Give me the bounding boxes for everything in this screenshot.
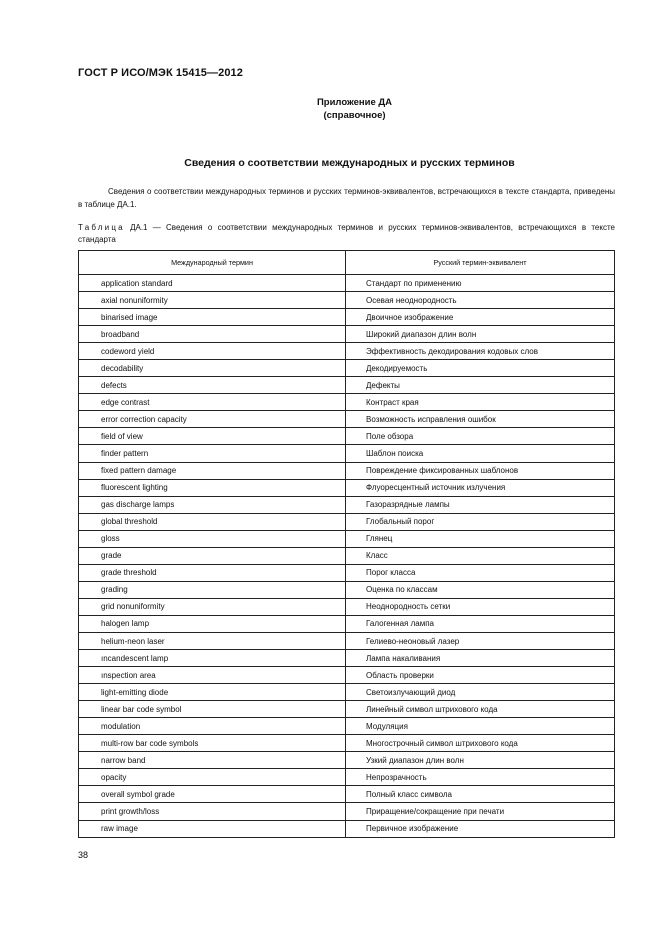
international-term-cell: field of view	[79, 428, 346, 445]
russian-term-cell: Осевая неоднородность	[346, 292, 615, 309]
russian-term-cell: Лампа накаливания	[346, 650, 615, 667]
russian-term-cell: Светоизлучающий диод	[346, 684, 615, 701]
table-row	[79, 326, 615, 343]
table-row	[79, 718, 615, 735]
table-row	[79, 667, 615, 684]
table-row	[79, 615, 615, 632]
table-row	[79, 684, 615, 701]
table-caption-label: Таблица	[78, 223, 125, 232]
appendix-heading	[0, 96, 661, 122]
table-row	[79, 547, 615, 564]
international-term-cell: grading	[79, 581, 346, 598]
international-term-cell: decodability	[79, 360, 346, 377]
international-term-cell: fluorescent lighting	[79, 479, 346, 496]
table-row	[79, 360, 615, 377]
table-row	[79, 581, 615, 598]
table-header-row	[79, 251, 615, 275]
russian-term-cell: Первичное изображение	[346, 820, 615, 837]
russian-term-cell: Эффективность декодирования кодовых слов	[346, 343, 615, 360]
international-term-cell: ınspection area	[79, 667, 346, 684]
russian-term-cell: Галогенная лампа	[346, 615, 615, 632]
international-term-cell: linear bar code symbol	[79, 701, 346, 718]
russian-term-cell: Повреждение фиксированных шаблонов	[346, 462, 615, 479]
international-term-cell: ıncandescent lamp	[79, 650, 346, 667]
international-term-cell: finder pattern	[79, 445, 346, 462]
table-row	[79, 752, 615, 769]
table-row	[79, 803, 615, 820]
russian-term-cell: Гелиево-неоновый лазер	[346, 632, 615, 649]
international-term-cell: broadband	[79, 326, 346, 343]
international-term-cell: edge contrast	[79, 394, 346, 411]
table-row	[79, 343, 615, 360]
intro-paragraph: Сведения о соответствии международных терминов и русских терминов-эквивалентов, встречающихся в тексте стандарта, приведены в таблице ДА.1.	[78, 187, 615, 209]
russian-term-cell: Широкий диапазон длин волн	[346, 326, 615, 343]
table-row	[79, 275, 615, 292]
russian-term-cell: Полный класс символа	[346, 786, 615, 803]
international-term-cell: grade	[79, 547, 346, 564]
international-term-cell: overall symbol grade	[79, 786, 346, 803]
table-row	[79, 479, 615, 496]
russian-term-cell: Линейный символ штрихового кода	[346, 701, 615, 718]
international-term-cell: opacity	[79, 769, 346, 786]
table-row	[79, 428, 615, 445]
table-row	[79, 650, 615, 667]
section-title: Сведения о соответствии международных и русских терминов	[184, 157, 515, 169]
appendix-subtitle: (справочное)	[323, 110, 386, 121]
international-term-cell: defects	[79, 377, 346, 394]
international-term-cell: codeword yield	[79, 343, 346, 360]
table-row	[79, 769, 615, 786]
international-term-cell: narrow band	[79, 752, 346, 769]
russian-term-cell: Класс	[346, 547, 615, 564]
terms-table-body	[79, 275, 615, 838]
russian-term-cell: Двоичное изображение	[346, 309, 615, 326]
table-row	[79, 820, 615, 837]
international-term-cell: error correction capacity	[79, 411, 346, 428]
international-term-cell: light-emitting diode	[79, 684, 346, 701]
table-row	[79, 411, 615, 428]
table-row	[79, 292, 615, 309]
table-row	[79, 564, 615, 581]
table-caption-text: ДА.1 — Сведения о соответствии международных терминов и русских терминов-эквивалентов, встречающихся в тексте стандарта	[78, 223, 615, 244]
table-row	[79, 632, 615, 649]
table-row	[79, 598, 615, 615]
international-term-cell: binarised image	[79, 309, 346, 326]
table-row	[79, 701, 615, 718]
header-russian-term: Русский термин-эквивалент	[346, 251, 615, 275]
russian-term-cell: Возможность исправления ошибок	[346, 411, 615, 428]
russian-term-cell: Приращение/сокращение при печати	[346, 803, 615, 820]
international-term-cell: global threshold	[79, 513, 346, 530]
international-term-cell: grade threshold	[79, 564, 346, 581]
russian-term-cell: Флуоресцентный источник излучения	[346, 479, 615, 496]
table-row	[79, 530, 615, 547]
russian-term-cell: Декодируемость	[346, 360, 615, 377]
appendix-title: Приложение ДА	[316, 97, 393, 108]
table-row	[79, 513, 615, 530]
russian-term-cell: Оценка по классам	[346, 581, 615, 598]
russian-term-cell: Порог класса	[346, 564, 615, 581]
international-term-cell: fixed pattern damage	[79, 462, 346, 479]
russian-term-cell: Узкий диапазон длин волн	[346, 752, 615, 769]
russian-term-cell: Многострочный символ штрихового кода	[346, 735, 615, 752]
table-row	[79, 309, 615, 326]
russian-term-cell: Глобальный порог	[346, 513, 615, 530]
international-term-cell: gloss	[79, 530, 346, 547]
international-term-cell: helium-neon laser	[79, 632, 346, 649]
document-header: ГОСТ Р ИСО/МЭК 15415—2012	[78, 67, 243, 79]
russian-term-cell: Контраст края	[346, 394, 615, 411]
table-row	[79, 735, 615, 752]
international-term-cell: multi-row bar code symbols	[79, 735, 346, 752]
table-row	[79, 445, 615, 462]
russian-term-cell: Неоднородность сетки	[346, 598, 615, 615]
international-term-cell: halogen lamp	[79, 615, 346, 632]
terms-table	[78, 250, 615, 838]
page-number: 38	[78, 850, 89, 860]
international-term-cell: raw image	[79, 820, 346, 837]
table-row	[79, 377, 615, 394]
russian-term-cell: Шаблон поиска	[346, 445, 615, 462]
table-caption	[78, 222, 615, 246]
international-term-cell: modulation	[79, 718, 346, 735]
international-term-cell: application standard	[79, 275, 346, 292]
russian-term-cell: Область проверки	[346, 667, 615, 684]
table-row	[79, 786, 615, 803]
russian-term-cell: Дефекты	[346, 377, 615, 394]
russian-term-cell: Стандарт по применению	[346, 275, 615, 292]
international-term-cell: print growth/loss	[79, 803, 346, 820]
russian-term-cell: Поле обзора	[346, 428, 615, 445]
international-term-cell: gas discharge lamps	[79, 496, 346, 513]
header-international-term: Международный термин	[79, 251, 346, 275]
russian-term-cell: Непрозрачность	[346, 769, 615, 786]
table-row	[79, 462, 615, 479]
international-term-cell: axial nonuniformity	[79, 292, 346, 309]
russian-term-cell: Модуляция	[346, 718, 615, 735]
table-row	[79, 394, 615, 411]
russian-term-cell: Газоразрядные лампы	[346, 496, 615, 513]
table-row	[79, 496, 615, 513]
russian-term-cell: Глянец	[346, 530, 615, 547]
international-term-cell: grid nonuniformity	[79, 598, 346, 615]
